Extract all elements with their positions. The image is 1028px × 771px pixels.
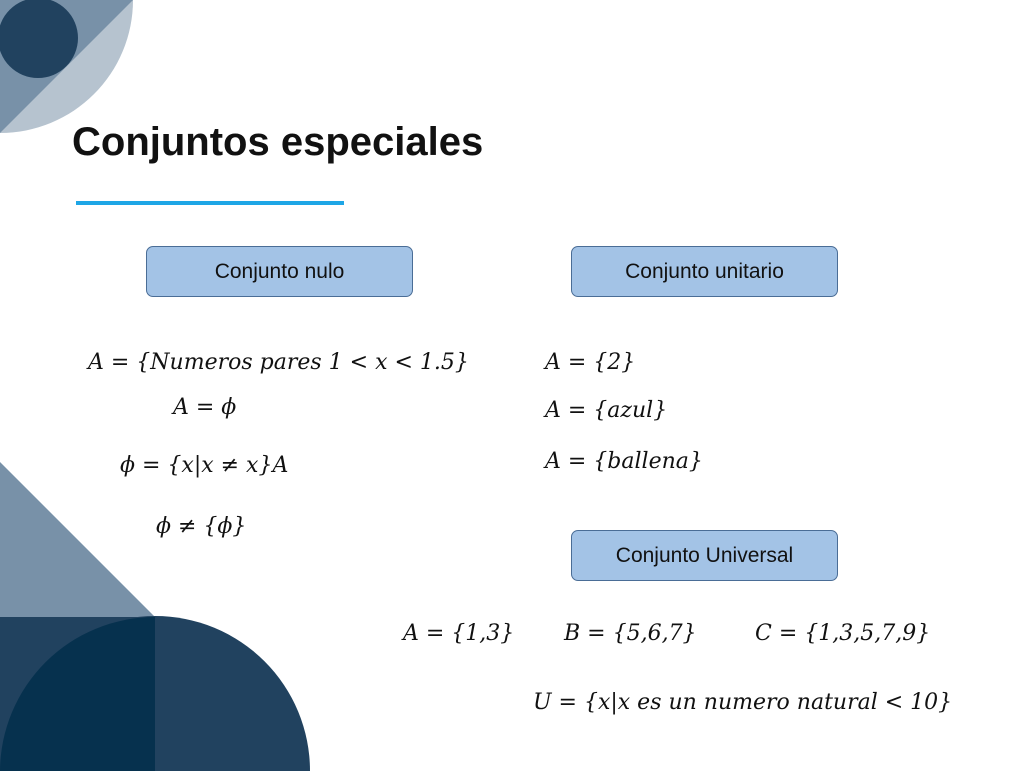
universal-set-b: B = {5,6,7} [564,621,697,646]
universal-set-u: U = {x|x es un numero natural < 10} [533,690,953,715]
nulo-equation-3: ϕ = {x|x ≠ x}A [120,453,289,478]
unitario-equation-1: A = {2} [545,350,636,375]
unitario-equation-3: A = {ballena} [545,449,703,474]
box-conjunto-nulo-label: Conjunto nulo [214,259,345,283]
slide-title: Conjuntos especiales [72,120,484,164]
box-conjunto-unitario [571,246,838,297]
box-conjunto-universal-label: Conjunto Universal [615,543,794,567]
box-conjunto-universal [571,530,838,581]
nulo-equation-4: ϕ ≠ {ϕ} [156,514,247,539]
title-underline [76,201,344,205]
universal-set-a: A = {1,3} [403,621,515,646]
unitario-equation-2: A = {azul} [545,398,668,423]
nulo-equation-2: A = ϕ [173,395,237,420]
nulo-equation-1: A = {Numeros pares 1 < x < 1.5} [88,350,469,375]
box-conjunto-nulo [146,246,413,297]
universal-set-c: C = {1,3,5,7,9} [755,621,931,646]
box-conjunto-unitario-label: Conjunto unitario [625,259,784,283]
